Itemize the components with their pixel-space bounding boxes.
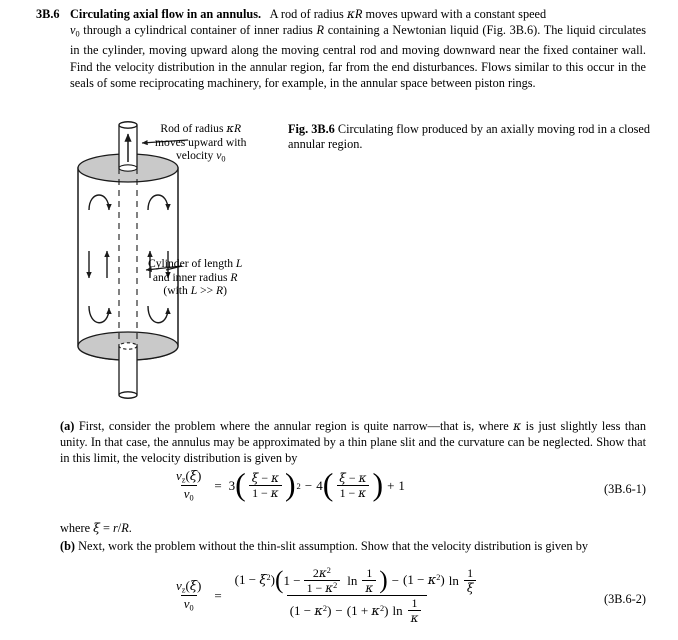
eq1-group-2 — [322, 467, 384, 503]
eq2-num-factor-a: $(1 - \xi^2)$ — [234, 572, 276, 589]
part-a-marker: (a) — [60, 419, 75, 433]
eq2-num-ln-den: κ — [362, 580, 376, 595]
cylinder-label-line1: Cylinder of length L — [148, 257, 243, 270]
eq2-den-minus: − — [335, 603, 343, 619]
eq2-num-inner-frac-num: $2\kappa^2$ — [312, 566, 331, 580]
problem-heading — [36, 6, 646, 22]
problem-title: Circulating axial flow in an annulus. — [70, 7, 262, 21]
eq1-inner-den-2: 1 − κ — [337, 485, 370, 500]
eq2-num-factor-b: $(1 - \kappa^2)$ — [403, 572, 445, 589]
eq1-equals-sign: = — [214, 477, 222, 493]
eq1-lhs-denominator: $v_0$ — [181, 485, 197, 503]
eq1-paren-open-2: ( — [322, 467, 334, 503]
cylinder-label-line2: and inner radius R — [152, 270, 238, 284]
eq1-minus-sign: − — [304, 477, 313, 493]
rod-bottom-cap-hole — [119, 343, 137, 349]
eq2-num-ln2-fraction — [464, 566, 477, 595]
eq1-lhs-fraction — [173, 468, 204, 503]
where-line — [60, 520, 646, 536]
problem-number: 3B.6 — [36, 7, 60, 21]
eq2-num-paren-close: ) — [379, 566, 388, 595]
rod-label — [155, 122, 246, 166]
figure-3b6 — [60, 118, 360, 408]
eq1-constant: 1 — [398, 477, 405, 493]
figure-caption-number: Fig. 3B.6 — [288, 122, 335, 136]
eq2-lhs-denominator: $v_0$ — [181, 595, 197, 613]
equation-3b6-2-tag: (3B.6-2) — [603, 592, 646, 606]
rod-lower-segment — [119, 346, 137, 398]
eq2-den-ln-operator: ln — [392, 603, 403, 619]
equation-3b6-1-body — [170, 468, 405, 503]
rod-bottom-ellipse — [119, 392, 137, 398]
equation-3b6-2-body — [170, 566, 485, 625]
rod-label-line3: velocity $v_0$ — [175, 149, 226, 164]
eq1-paren-close-2: ) — [372, 467, 384, 503]
eq2-lhs-fraction — [173, 578, 204, 613]
eq2-numerator — [232, 566, 483, 595]
eq2-num-group — [275, 566, 388, 595]
rod-top-cap-hole — [119, 165, 137, 171]
eq1-inner-fraction-1 — [249, 471, 282, 500]
part-b-text: Next, work the problem without the thin-slit assumption. Show that the velocity distribution is given by — [78, 539, 589, 553]
eq2-equals-sign: = — [214, 587, 222, 603]
eq1-inner-num-1: ξ − κ — [251, 471, 279, 485]
rod-top-ellipse — [119, 122, 137, 128]
part-a-text: First, consider the problem where the annular region is quite narrow—that is, where κ is just slightly less than unity. In that case, the annulus may be approximated by a thin plane slit and the curvature can be neglected. Show that in this limit, the velocity distribution is given by — [60, 419, 646, 466]
eq2-den-term-a: $(1 - \kappa^2)$ — [289, 602, 332, 619]
rod-label-line2: moves upward with — [155, 135, 247, 149]
eq2-num-paren-open: ( — [275, 566, 284, 595]
eq2-lhs-numerator: $v_z(\xi)$ — [176, 578, 202, 595]
problem-first-line: A rod of radius κR moves upward with a constant speed — [264, 7, 547, 21]
eq2-num-ln2-operator: ln — [448, 572, 459, 588]
part-b-paragraph — [60, 538, 646, 554]
equation-3b6-2 — [60, 566, 660, 625]
where-text: where ξ = r/R. — [60, 521, 132, 535]
eq1-lhs-numerator: $v_z(\xi)$ — [176, 468, 202, 485]
eq1-coefficient-2: 4 — [316, 477, 323, 493]
cylinder-label — [148, 257, 242, 298]
eq2-den-ln-den: κ — [408, 610, 422, 625]
eq1-group-1 — [235, 467, 301, 503]
eq1-exponent: 2 — [296, 480, 301, 491]
equation-3b6-1-tag: (3B.6-1) — [603, 482, 646, 496]
eq1-inner-den-1: 1 − κ — [249, 485, 282, 500]
eq1-plus-sign: + — [387, 477, 395, 493]
eq1-inner-num-2: ξ − κ — [339, 471, 367, 485]
eq2-num-ln2-num: 1 — [467, 566, 474, 580]
eq2-den-ln-num: 1 — [411, 596, 418, 611]
eq2-num-ln2-den: ξ — [464, 580, 477, 595]
figure-caption — [288, 122, 678, 153]
eq2-num-minus: − — [391, 572, 400, 588]
eq2-den-ln-fraction — [408, 596, 422, 625]
problem-body-text: $v_0$ through a cylindrical container of inner radius R containing a Newtonian liquid (Fig. 3B.6). The liquid circulates in the cylinder, moving upward along the moving central rod and moving downward near the fixed container wall. Find the velocity distribution in the annular region, far from the end disturbances. Flows similar to this occur in the seals of some reciprocating machinery, for example, in the annular space between piston rings. — [70, 23, 646, 90]
problem-body — [70, 22, 646, 91]
eq1-paren-open-1: ( — [235, 467, 246, 503]
rod-label-line1: Rod of radius κR — [160, 121, 242, 135]
eq2-num-inner-lead: 1 − — [283, 572, 301, 588]
eq2-num-inner-fraction — [304, 566, 341, 595]
eq1-paren-close-1: ) — [284, 467, 296, 503]
eq2-num-ln-operator: ln — [347, 572, 358, 588]
equation-3b6-1 — [60, 468, 660, 503]
eq2-num-ln-num: 1 — [366, 566, 373, 580]
figure-caption-text: Circulating flow produced by an axially moving rod in a closed annular region. — [288, 122, 651, 152]
cylinder-label-line3: (with L >> R) — [163, 284, 228, 298]
eq2-den-term-b: $(1 + \kappa^2)$ — [346, 602, 389, 619]
eq1-coefficient-1: 3 — [228, 477, 236, 493]
eq2-main-fraction — [232, 566, 483, 625]
eq2-denominator — [287, 595, 428, 625]
eq1-inner-fraction-2 — [336, 471, 369, 500]
eq2-num-ln-fraction — [362, 566, 376, 595]
part-a-paragraph — [60, 418, 646, 466]
eq2-num-inner-frac-den: $1 - \kappa^2$ — [304, 580, 341, 595]
part-b-marker: (b) — [60, 539, 76, 553]
